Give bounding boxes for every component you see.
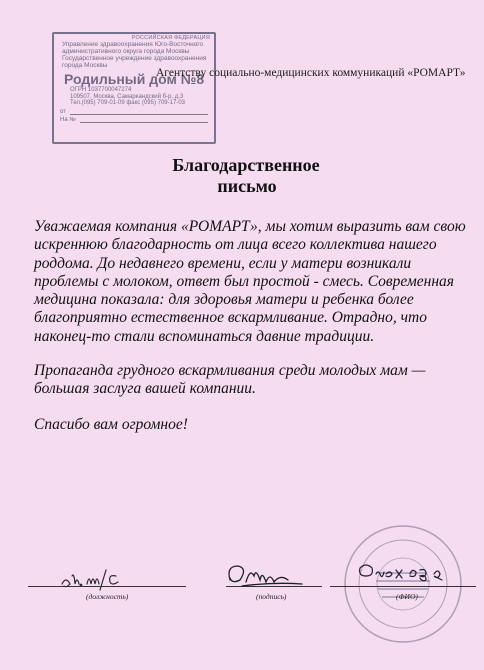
stamp-line-2: административного округа города Москвы xyxy=(62,48,190,55)
title-line-2: письмо xyxy=(217,176,277,196)
stamp-number-label: На № xyxy=(60,116,76,123)
stamp-line-4: города Москвы xyxy=(62,62,108,69)
letterhead-stamp xyxy=(52,32,216,144)
position-caption: (должность) xyxy=(86,592,129,601)
name-caption: (ФИО) xyxy=(396,592,418,601)
signature-caption: (подпись) xyxy=(256,592,287,601)
letter-body xyxy=(34,218,474,434)
stamp-ogrn: ОГРН 1037700047274 xyxy=(70,87,132,93)
handwritten-signature xyxy=(222,558,312,594)
stamp-line-1: Управление здравоохранения Юго-Восточного xyxy=(62,41,204,48)
stamp-date-label: от xyxy=(60,108,66,115)
body-paragraph-2: Пропаганда грудного вскармливания среди молодых мам — большая заслуга вашей компании. xyxy=(34,362,426,398)
stamp-line-3: Государственное учреждение здравоохранения xyxy=(62,55,207,62)
signature-block xyxy=(0,560,484,630)
handwritten-position xyxy=(60,564,130,594)
body-paragraph-1: Уважаемая компания «РОМАРТ», мы хотим выразить вам свою искреннюю благодарность от лица всего коллектива нашего роддома. До недавнего времени, если у матери возникали проблемы с молоком, ответ был простой - смесь. Современная медицина показала: для здоровья матери и ребенка более благоприятно естественное вскармливание. Отрадно, что наконец-то стали вспоминаться давние традиции. xyxy=(34,218,466,345)
stamp-phone: Тел.(095) 709-01-09 факс (095) 709-17-03 xyxy=(70,100,185,106)
handwritten-name xyxy=(356,560,456,590)
stamp-header: РОССИЙСКАЯ ФЕДЕРАЦИЯ xyxy=(131,35,210,41)
document-title xyxy=(0,155,484,197)
stamp-institution-name: Родильный дом №8 xyxy=(64,71,205,87)
body-paragraph-3: Спасибо вам огромное! xyxy=(34,415,188,433)
stamp-address: 109507, Москва, Самаркандский б-р, д.3 xyxy=(70,93,184,100)
title-line-1: Благодарственное xyxy=(172,155,320,175)
stamp-number-field xyxy=(54,115,214,125)
addressee-line: Агентству социально-медицинских коммуникаций «РОМАРТ» xyxy=(156,67,466,79)
